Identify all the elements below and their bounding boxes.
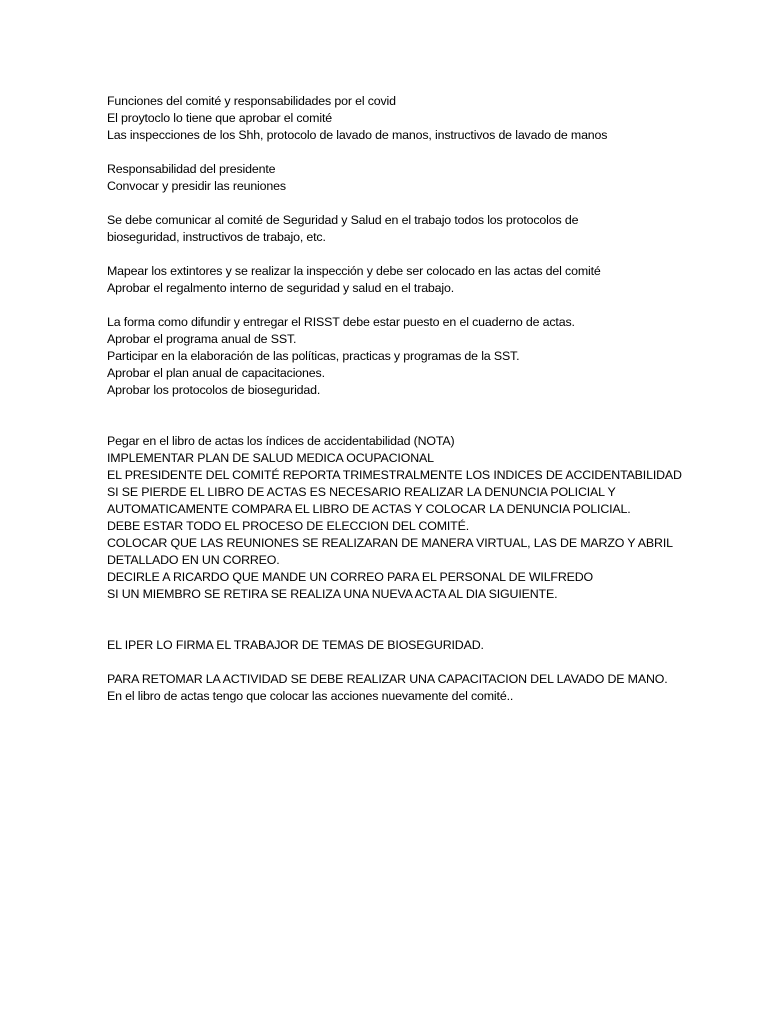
text-line: DEBE ESTAR TODO EL PROCESO DE ELECCION DEL COMITÉ. xyxy=(107,519,470,533)
text-line: DETALLADO EN UN CORREO. xyxy=(107,553,280,567)
text-line: En el libro de actas tengo que colocar las acciones nuevamente del comité.. xyxy=(107,689,514,703)
text-line: COLOCAR QUE LAS REUNIONES SE REALIZARAN DE MANERA VIRTUAL, LAS DE MARZO Y ABRIL xyxy=(107,536,673,550)
paragraph-extinguishers xyxy=(107,263,707,297)
text-line: Convocar y presidir las reuniones xyxy=(107,179,286,193)
text-line: PARA RETOMAR LA ACTIVIDAD SE DEBE REALIZAR UNA CAPACITACION DEL LAVADO DE MANO. xyxy=(107,672,668,686)
text-line: Aprobar los protocolos de bioseguridad. xyxy=(107,383,321,397)
paragraph-resume-activity xyxy=(107,671,707,705)
text-line: Aprobar el plan anual de capacitaciones. xyxy=(107,366,325,380)
text-line: Se debe comunicar al comité de Seguridad y Salud en el trabajo todos los protocolos de xyxy=(107,213,579,227)
paragraph-covid-functions xyxy=(107,93,707,144)
paragraph-notes-uppercase xyxy=(107,433,707,603)
paragraph-spacer xyxy=(107,195,707,212)
paragraph-risst xyxy=(107,314,707,399)
paragraph-spacer xyxy=(107,297,707,314)
text-line: Funciones del comité y responsabilidades por el covid xyxy=(107,94,396,108)
text-line: Aprobar el programa anual de SST. xyxy=(107,332,297,346)
text-line: SI SE PIERDE EL LIBRO DE ACTAS ES NECESARIO REALIZAR LA DENUNCIA POLICIAL Y xyxy=(107,485,616,499)
text-line: La forma como difundir y entregar el RISST debe estar puesto en el cuaderno de actas. xyxy=(107,315,575,329)
text-line: SI UN MIEMBRO SE RETIRA SE REALIZA UNA NUEVA ACTA AL DIA SIGUIENTE. xyxy=(107,587,558,601)
text-line: Pegar en el libro de actas los índices de accidentabilidad (NOTA) xyxy=(107,434,455,448)
text-line: Responsabilidad del presidente xyxy=(107,162,276,176)
text-line: bioseguridad, instructivos de trabajo, etc. xyxy=(107,230,326,244)
paragraph-spacer xyxy=(107,144,707,161)
text-line: AUTOMATICAMENTE COMPARA EL LIBRO DE ACTAS Y COLOCAR LA DENUNCIA POLICIAL. xyxy=(107,502,631,516)
paragraph-spacer xyxy=(107,603,707,637)
text-line: Aprobar el regalmento interno de seguridad y salud en el trabajo. xyxy=(107,281,455,295)
paragraph-spacer xyxy=(107,246,707,263)
paragraph-iper xyxy=(107,637,707,654)
text-line: DECIRLE A RICARDO QUE MANDE UN CORREO PARA EL PERSONAL DE WILFREDO xyxy=(107,570,594,584)
paragraph-president-responsibility xyxy=(107,161,707,195)
paragraph-communicate-protocols xyxy=(107,212,707,246)
paragraph-spacer xyxy=(107,399,707,433)
text-line: EL IPER LO FIRMA EL TRABAJOR DE TEMAS DE BIOSEGURIDAD. xyxy=(107,638,484,652)
document-body xyxy=(107,93,707,705)
text-line: Participar en la elaboración de las políticas, practicas y programas de la SST. xyxy=(107,349,520,363)
text-line: EL PRESIDENTE DEL COMITÉ REPORTA TRIMESTRALMENTE LOS INDICES DE ACCIDENTABILIDAD xyxy=(107,468,682,482)
text-line: El proytoclo lo tiene que aprobar el comité xyxy=(107,111,332,125)
text-line: IMPLEMENTAR PLAN DE SALUD MEDICA OCUPACIONAL xyxy=(107,451,434,465)
text-line: Las inspecciones de los Shh, protocolo de lavado de manos, instructivos de lavado de manos xyxy=(107,128,608,142)
paragraph-spacer xyxy=(107,654,707,671)
text-line: Mapear los extintores y se realizar la inspección y debe ser colocado en las actas del comité xyxy=(107,264,601,278)
